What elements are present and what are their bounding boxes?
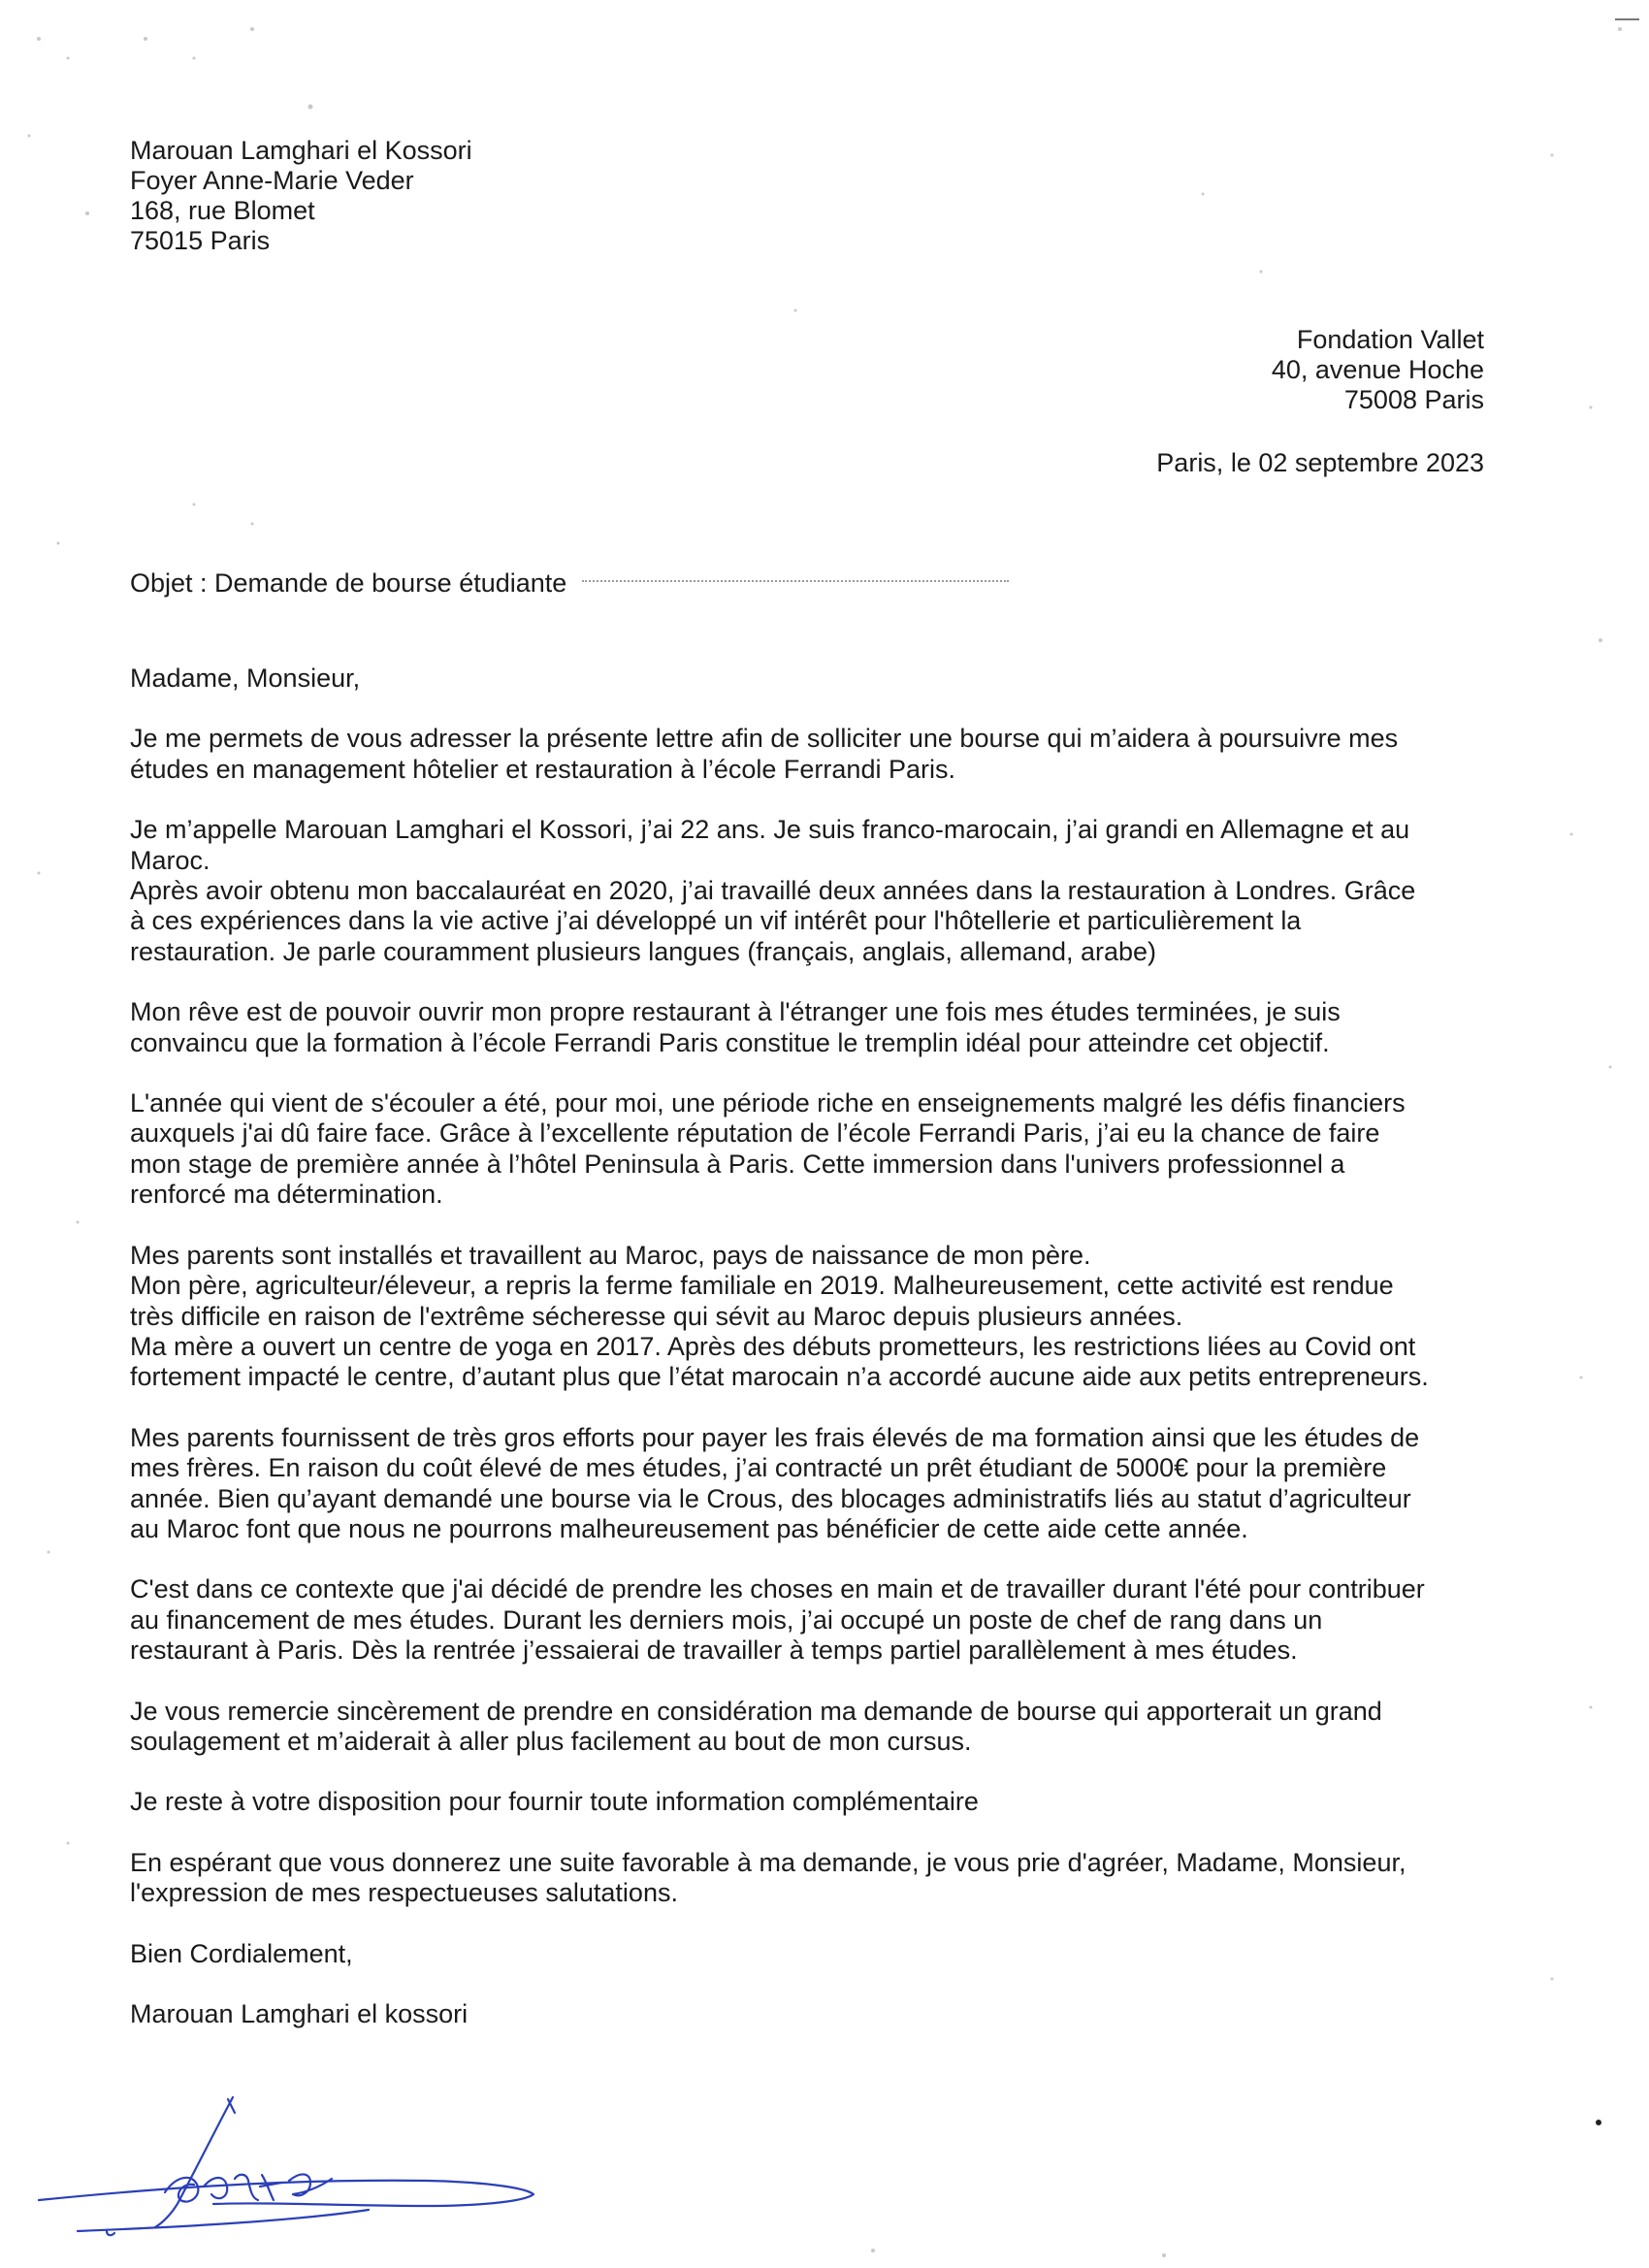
paragraph-line: Je reste à votre disposition pour fournir toute information complémentaire (130, 1787, 979, 1817)
paragraph-line: mes frères. En raison du coût élevé de mes études, j’ai contracté un prêt étudiant de 5000€ pour la première (130, 1453, 1387, 1483)
closing: Bien Cordialement, (130, 1938, 353, 1968)
paragraph-line: au financement de mes études. Durant les derniers mois, j’ai occupé un poste de chef de rang dans un (130, 1604, 1323, 1635)
letter-paragraph (130, 1697, 1488, 1758)
paragraph-line: En espérant que vous donnerez une suite favorable à ma demande, je vous prie d'agréer, Madame, Monsieur, (130, 1847, 1406, 1877)
handwritten-signature (19, 2086, 543, 2241)
paragraph-line: Maroc. (130, 845, 210, 875)
signature-name: Marouan Lamghari el kossori (130, 1999, 469, 2028)
paragraph-line: soulagement et m’aiderait à aller plus facilement au bout de mon cursus. (130, 1726, 972, 1756)
paragraph-line: restauration. Je parle couramment plusieurs langues (français, anglais, allemand, arabe) (130, 936, 1157, 966)
sender-address (130, 136, 472, 256)
letter-object: Objet : Demande de bourse étudiante (130, 568, 567, 598)
recipient-name: Fondation Vallet (1296, 325, 1484, 354)
letter-body (130, 664, 1488, 2029)
paragraph-line: convaincu que la formation à l’école Ferrandi Paris constitue le tremplin idéal pour atteindre cet objectif. (130, 1027, 1330, 1057)
paragraph-line: année. Bien qu’ayant demandé une bourse via le Crous, des blocages administratifs liés au statut d’agriculteur (130, 1483, 1411, 1513)
paragraph-line: Je m’appelle Marouan Lamghari el Kossori, j’ai 22 ans. Je suis franco-marocain, j’ai grandi en Allemagne et au (130, 815, 1410, 845)
paragraph-line: Je me permets de vous adresser la présente lettre afin de solliciter une bourse qui m’aidera à poursuivre mes (130, 724, 1399, 754)
letter-paragraph (130, 1787, 1488, 1817)
letter-paragraph (130, 1848, 1488, 1909)
letter-paragraph (130, 1574, 1488, 1666)
paragraph-line: fortement impacté le centre, d’autant plus que l’état marocain n’a accordé aucune aide aux petits entrepreneurs. (130, 1362, 1429, 1392)
letter-paragraph (130, 1241, 1488, 1393)
paragraph-line: Je vous remercie sincèrement de prendre en considération ma demande de bourse qui apporterait un grand (130, 1696, 1382, 1726)
recipient-address (1272, 325, 1484, 415)
letter-paragraph (130, 997, 1488, 1058)
recipient-city: 75008 Paris (1343, 385, 1484, 414)
paragraph-line: études en management hôtelier et restauration à l’école Ferrandi Paris. (130, 754, 955, 784)
paragraph-line: mon stage de première année à l’hôtel Peninsula à Paris. Cette immersion dans l'univers professionnel a (130, 1149, 1345, 1179)
paragraph-line: Mes parents fournissent de très gros efforts pour payer les frais élevés de ma formation ainsi que les études de (130, 1422, 1420, 1452)
sender-residence: Foyer Anne-Marie Veder (130, 166, 414, 195)
sender-city: 75015 Paris (130, 226, 271, 255)
paragraph-line: Mes parents sont installés et travaillent au Maroc, pays de naissance de mon père. (130, 1240, 1091, 1270)
paragraph-line: Mon rêve est de pouvoir ouvrir mon propre restaurant à l'étranger une fois mes études terminées, je suis (130, 997, 1341, 1027)
paragraph-line: auxquels j'ai dû faire face. Grâce à l’excellente réputation de l’école Ferrandi Paris, j’ai eu la chance de faire (130, 1118, 1380, 1149)
paragraph-line: L'année qui vient de s'écouler a été, pour moi, une période riche en enseignements malgré les défis financiers (130, 1088, 1406, 1118)
paragraph-line: Mon père, agriculteur/éleveur, a repris la ferme familiale en 2019. Malheureusement, cette activité est rendue (130, 1271, 1394, 1301)
paragraph-line: l'expression de mes respectueuses salutations. (130, 1878, 678, 1908)
letter-paragraph (130, 724, 1488, 785)
paragraph-line: C'est dans ce contexte que j'ai décidé de prendre les choses en main et de travailler durant l'été pour contribuer (130, 1574, 1425, 1604)
paragraph-line: Ma mère a ouvert un centre de yoga en 2017. Après des débuts prometteurs, les restrictions liées au Covid ont (130, 1331, 1416, 1361)
paragraphs (130, 724, 1488, 1908)
paragraph-line: au Maroc font que nous ne pourrons malheureusement pas bénéficier de cette aide cette année. (130, 1513, 1248, 1543)
recipient-street: 40, avenue Hoche (1271, 355, 1484, 384)
letter-paragraph (130, 1088, 1488, 1211)
paragraph-line: Après avoir obtenu mon baccalauréat en 2020, j’ai travaillé deux années dans la restauration à Londres. Grâce (130, 876, 1416, 906)
sender-street: 168, rue Blomet (130, 196, 315, 225)
salutation: Madame, Monsieur, (130, 664, 361, 693)
letter-paragraph (130, 815, 1488, 967)
paragraph-line: renforcé ma détermination. (130, 1180, 443, 1210)
sender-name: Marouan Lamghari el Kossori (130, 136, 472, 165)
object-dotted-rule (582, 580, 1009, 582)
letter-paragraph (130, 1423, 1488, 1545)
letter-date: Paris, le 02 septembre 2023 (1156, 448, 1484, 477)
paragraph-line: très difficile en raison de l'extrême sécheresse qui sévit au Maroc depuis plusieurs années. (130, 1301, 1183, 1331)
paragraph-line: restaurant à Paris. Dès la rentrée j’essaierai de travailler à temps partiel parallèlement à mes études. (130, 1636, 1298, 1666)
paragraph-line: à ces expériences dans la vie active j’ai développé un vif intérêt pour l'hôtellerie et particulièrement la (130, 906, 1302, 936)
